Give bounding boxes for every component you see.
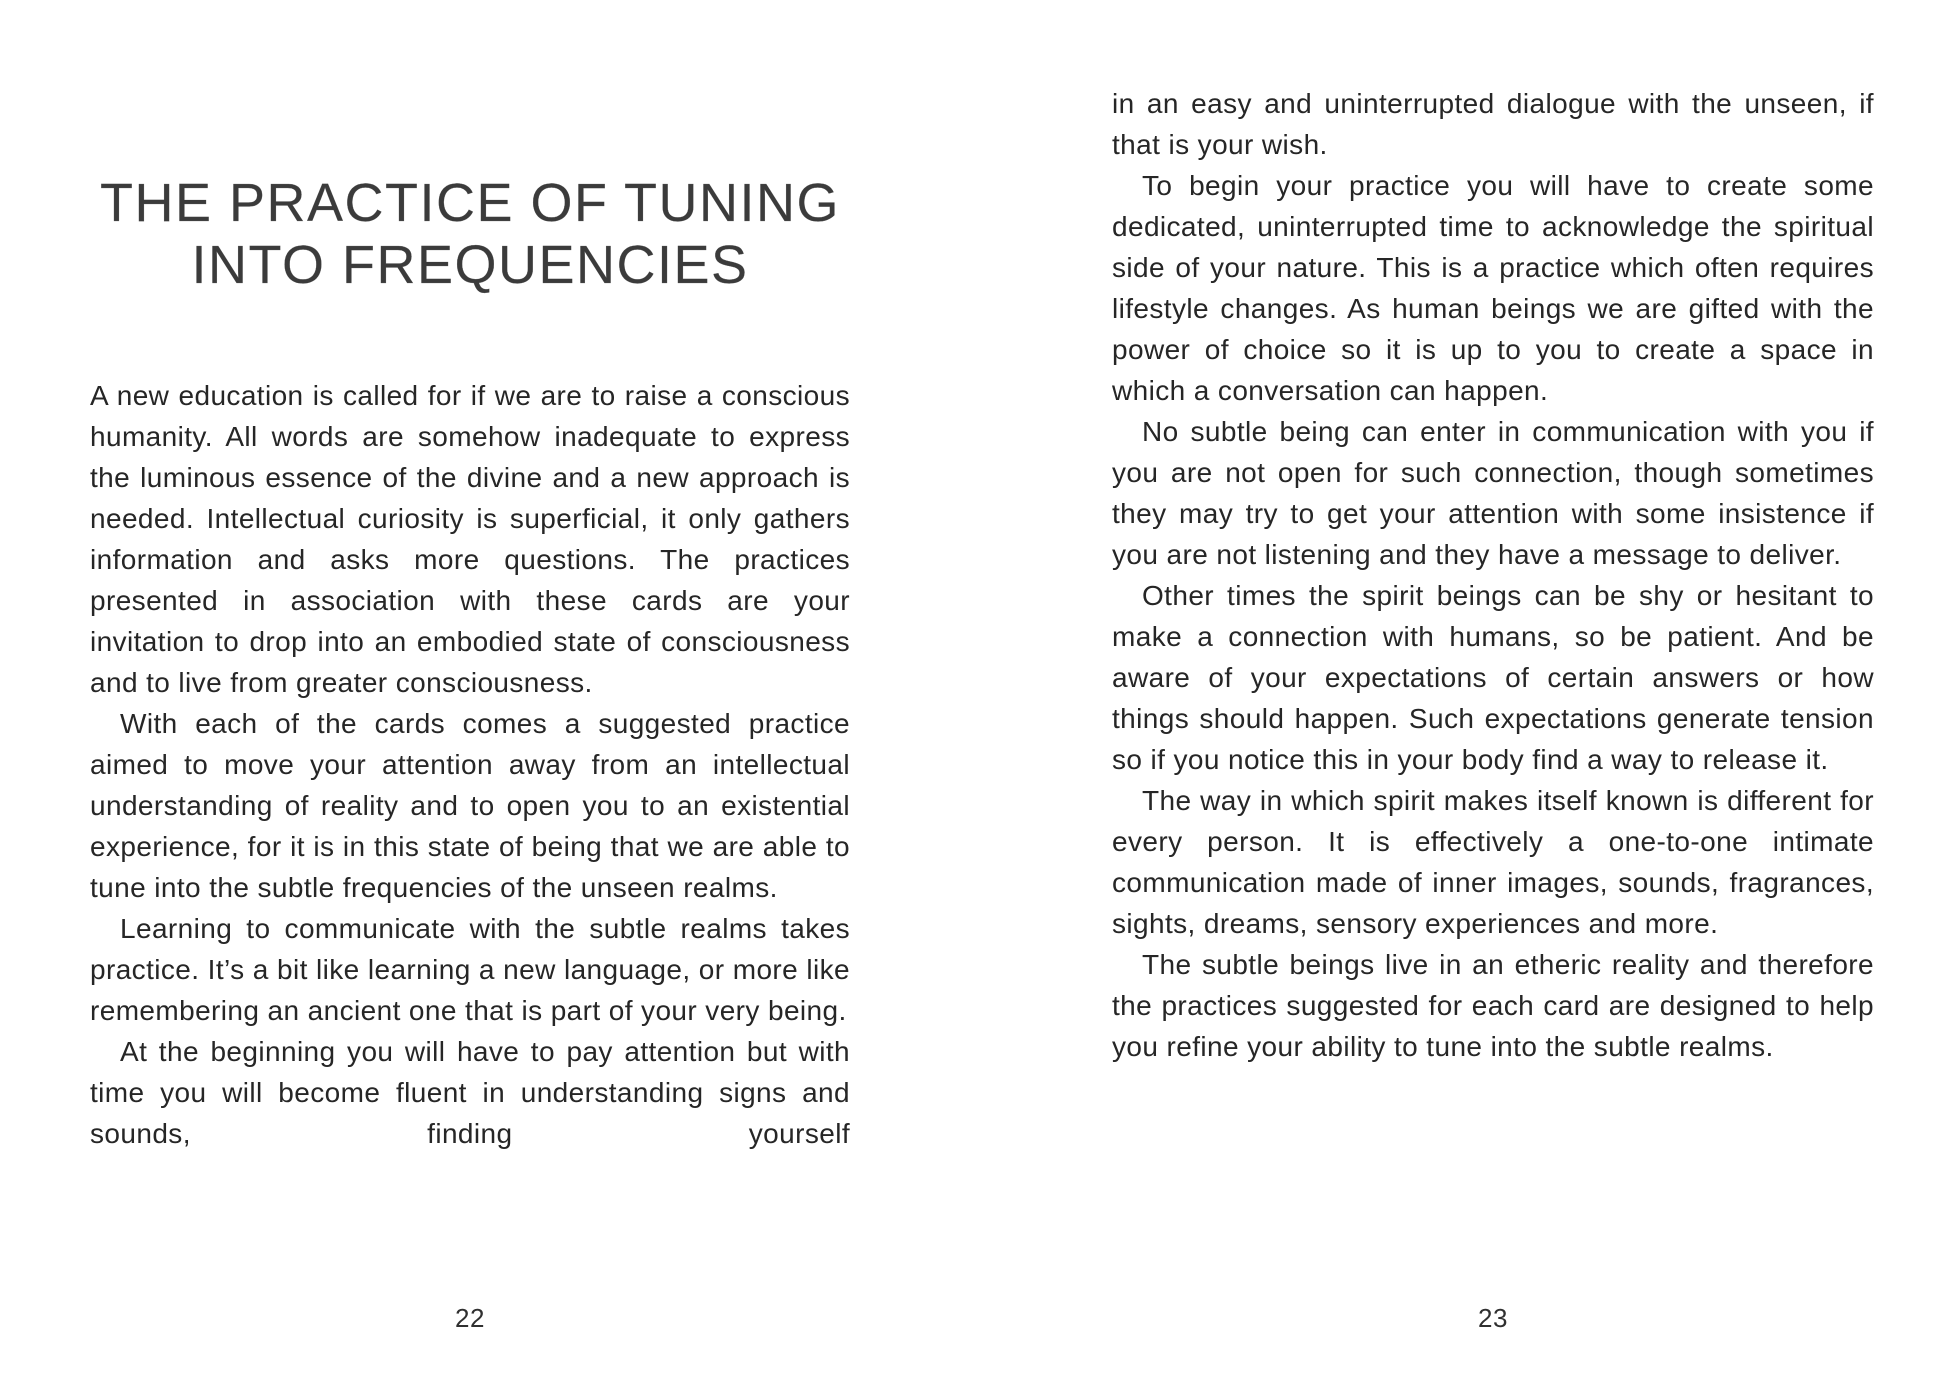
chapter-title-line-1: THE PRACTICE OF TUNING (99, 173, 841, 233)
page-right (1112, 0, 1874, 1400)
body-paragraph: Learning to communicate with the subtle realms takes practice. It’s a bit like learning a new language, or more like remembering an ancient one that is part of your very being. (90, 913, 850, 1026)
right-page-body (1112, 83, 1874, 1067)
body-paragraph: The subtle beings live in an etheric reality and therefore the practices suggested for each card are designed to help you refine your ability to tune into the subtle realms. (1112, 949, 1874, 1062)
body-paragraph: At the beginning you will have to pay attention but with time you will become fluent in understanding signs and sounds, finding yourself (90, 1036, 850, 1149)
body-paragraph: No subtle being can enter in communication with you if you are not open for such connection, though sometimes they may try to get your attention with some insistence if you are not listening and they have a message to deliver. (1112, 416, 1874, 570)
body-paragraph: To begin your practice you will have to create some dedicated, uninterrupted time to acknowledge the spiritual side of your nature. This is a practice which often requires lifestyle changes. As human beings we are gifted with the power of choice so it is up to you to create a space in which a conversation can happen. (1112, 170, 1874, 406)
body-paragraph: With each of the cards comes a suggested practice aimed to move your attention away from an intellectual understanding of reality and to open you to an existential experience, for it is in this state of being that we are able to tune into the subtle frequencies of the unseen realms. (90, 708, 850, 903)
page-left (90, 0, 850, 1400)
body-paragraph: in an easy and uninterrupted dialogue with the unseen, if that is your wish. (1112, 88, 1874, 160)
body-paragraph: A new education is called for if we are to raise a conscious humanity. All words are somehow inadequate to express the luminous essence of the divine and a new approach is needed. Intellectual curiosity is superficial, it only gathers information and asks more questions. The practices presented in association with these cards are your invitation to drop into an embodied state of consciousness and to live from greater consciousness. (90, 380, 850, 698)
page-number-right: 23 (1478, 1303, 1508, 1333)
body-paragraph: The way in which spirit makes itself known is different for every person. It is effectively a one-to-one intimate communication made of inner images, sounds, fragrances, sights, dreams, sensory experiences and more. (1112, 785, 1874, 939)
body-paragraph: Other times the spirit beings can be shy or hesitant to make a connection with humans, so be patient. And be aware of your expectations of certain answers or how things should happen. Such expectations generate tension so if you notice this in your body find a way to release it. (1112, 580, 1874, 775)
chapter-title (90, 172, 850, 296)
page-number-left: 22 (455, 1303, 485, 1333)
chapter-title-line-2: INTO FREQUENCIES (191, 235, 749, 295)
left-page-body (90, 375, 850, 1154)
